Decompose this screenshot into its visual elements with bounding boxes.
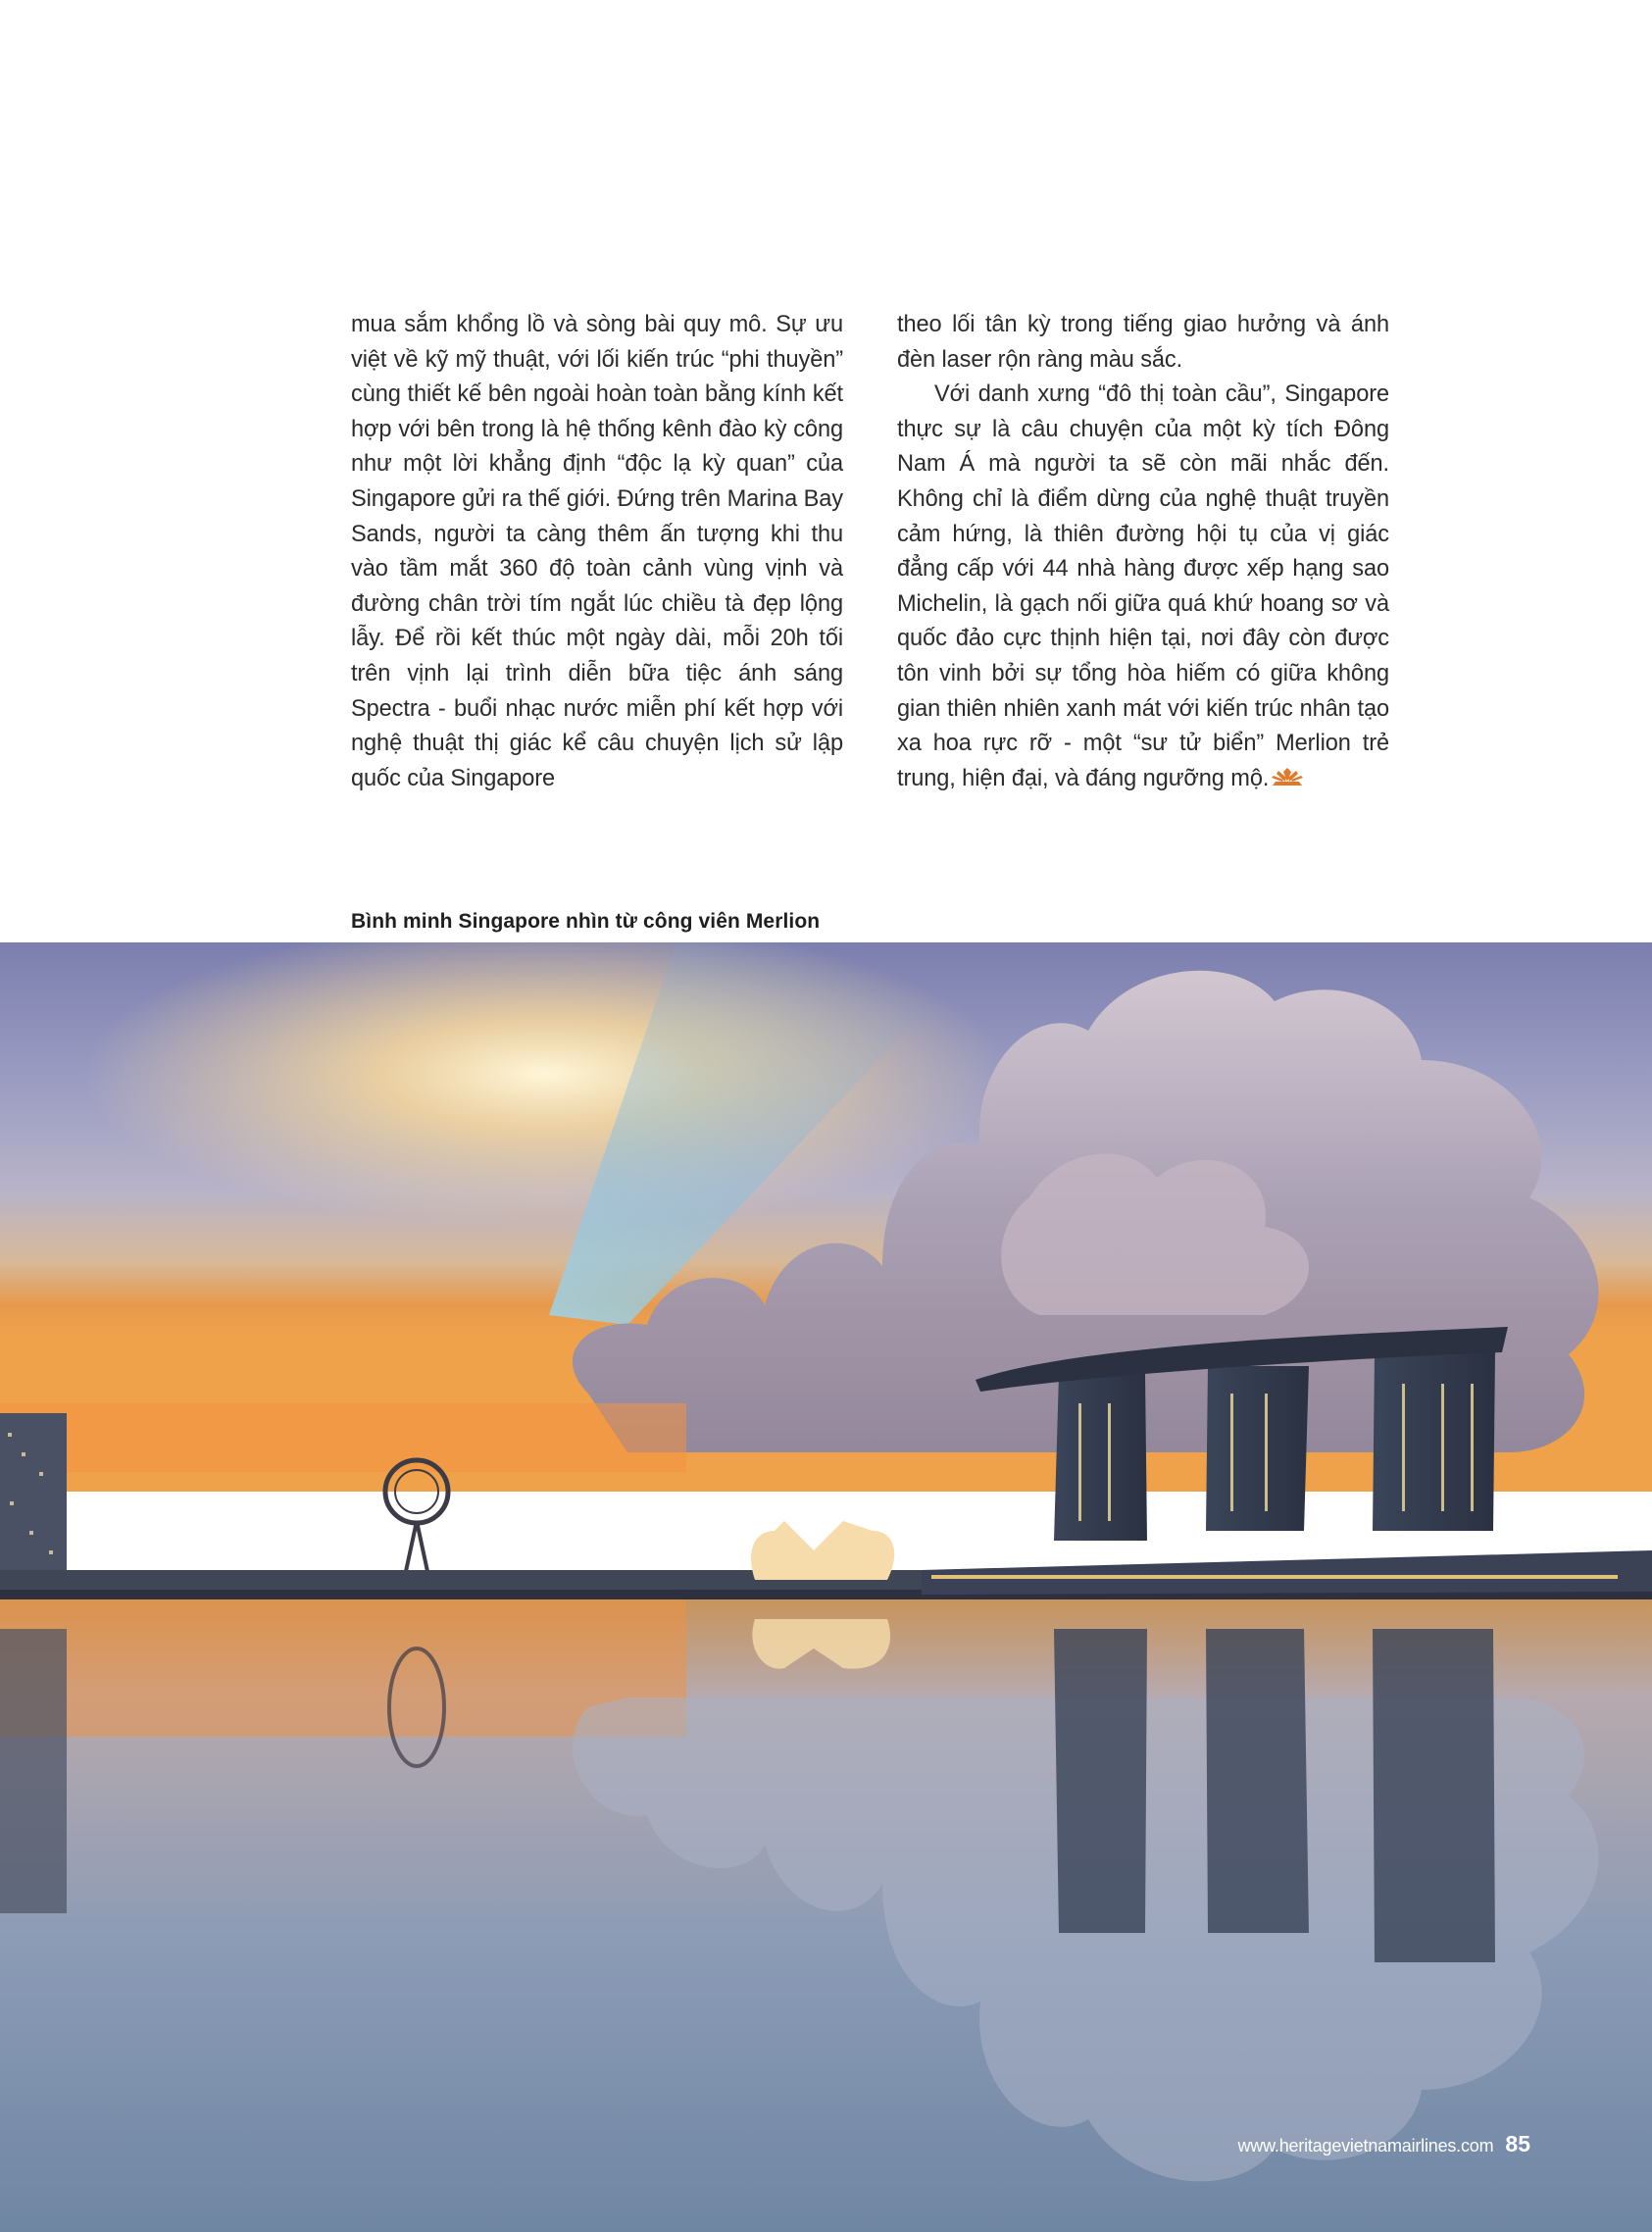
article-column-left [351, 308, 843, 796]
article-paragraph [897, 378, 1389, 796]
article-paragraph: theo lối tân kỳ trong tiếng giao hưởng và ánh đèn laser rộn ràng màu sắc. [897, 312, 1389, 373]
article-paragraph-text: Với danh xưng “đô thị toàn cầu”, Singapore thực sự là câu chuyện của một kỳ tích Đông Nam Á mà người ta sẽ còn mãi nhắc đến. Không chỉ là điểm dừng của nghệ thuật truyền cảm hứng, là thiên đường hội tụ của vị giác đẳng cấp với 44 nhà hàng được xếp hạng sao Michelin, là gạch nối giữa quá khứ hoang sơ và quốc đảo cực thịnh hiện tại, nơi đây còn được tôn vinh bởi sự tổng hòa hiếm có giữa không gian thiên nhiên xanh mát với kiến trúc nhân tạo xa hoa rực rỡ - một “sư tử biển” Merlion trẻ trung, hiện đại, và đáng ngưỡng mộ. [897, 381, 1389, 791]
website-url: www.heritagevietnamairlines.com [1237, 2136, 1494, 2156]
singapore-skyline-photo [0, 942, 1652, 2232]
article-paragraph: mua sắm khổng lồ và sòng bài quy mô. Sự ưu việt về kỹ mỹ thuật, với lối kiến trúc “phi thuyền” cùng thiết kế bên ngoài hoàn toàn bằng kính kết hợp với bên trong là hệ thống kênh đào kỳ công như một lời khẳng định “độc lạ kỳ quan” của Singapore gửi ra thế giới. Đứng trên Marina Bay Sands, người ta càng thêm ấn tượng khi thu vào tầm mắt 360 độ toàn cảnh vùng vịnh và đường chân trời tím ngắt lúc chiều tà đẹp lộng lẫy. Để rồi kết thúc một ngày dài, mỗi 20h tối trên vịnh lại trình diễn bữa tiệc ánh sáng Spectra - buổi nhạc nước miễn phí kết hợp với nghệ thuật thị giác kể câu chuyện lịch sử lập quốc của Singapore [351, 312, 843, 791]
photo-caption: Bình minh Singapore nhìn từ công viên Merlion [351, 910, 821, 933]
page-footer [1237, 2131, 1530, 2157]
lotus-icon [1271, 768, 1304, 787]
page-number: 85 [1505, 2131, 1530, 2156]
article-column-right [897, 308, 1389, 796]
